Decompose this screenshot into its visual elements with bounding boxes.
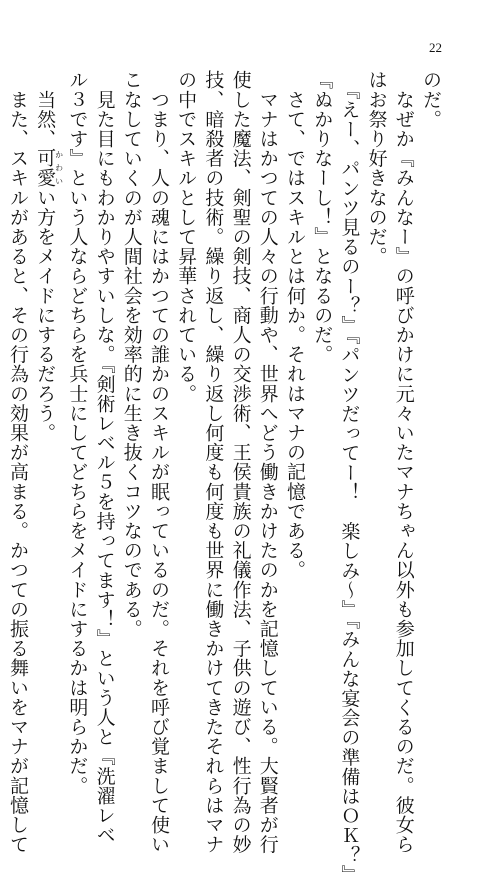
- text-line: の中でスキルとして昇華されている。: [175, 70, 198, 404]
- text-line: ル３です』という人ならどちらを兵士にしてどちらをメイドにするかは明らかだ。: [66, 70, 89, 796]
- text-line: はお祭り好きなのだ。: [365, 70, 388, 266]
- text-line: また、スキルがあると、その行為の効果が高まる。かつての振る舞いをマナが記憶して: [6, 70, 29, 854]
- page-number: 22: [429, 40, 442, 55]
- text-line-with-ruby: 当然、可愛かわいい方をメイドにするだろう。: [34, 70, 64, 443]
- text-line: 技、暗殺者の技術。繰り返し、繰り返し何度も何度も世界に働きかけてきたそれらはマナ: [202, 70, 225, 854]
- text-line: 見た目にもわかりやすいしな。『剣術レベル５を持ってます！』という人と『洗濯レベ: [93, 70, 116, 845]
- ruby-annotation: 可愛かわい: [34, 148, 64, 188]
- ruby-reading: かわい: [54, 148, 64, 188]
- text-line: マナはかつての人々の行動や、世界へどう働きかけたのかを記憶している。大賢者が行: [256, 70, 279, 854]
- text-line: 『ぬかりなーし！』となるのだ。: [311, 70, 334, 364]
- text-line: さて、ではスキルとは何か。それはマナの記憶である。: [283, 70, 306, 580]
- text-line: なぜか『みんなー』の呼びかけに元々いたマナちゃん以外も参加してくるのだ。彼女ら: [392, 70, 415, 854]
- text-line: 『えー、パンツ見るのー？』『パンツだってー！ 楽しみ～』『みんな宴会の準備はＯＫ？』: [338, 70, 361, 884]
- text-line: 使した魔法、剣聖の剣技、商人の交渉術、王侯貴族の礼儀作法、子供の遊び、性行為の妙: [229, 70, 252, 854]
- text-line: つまり、人の魂にはかつての誰かのスキルが眠っているのだ。それを呼び覚まして使い: [147, 70, 170, 854]
- text-line: こなしていくのが人間社会を効率的に生き抜くコツなのである。: [120, 70, 143, 639]
- text-line: のだ。: [420, 70, 442, 129]
- vertical-text-body: [4, 70, 444, 884]
